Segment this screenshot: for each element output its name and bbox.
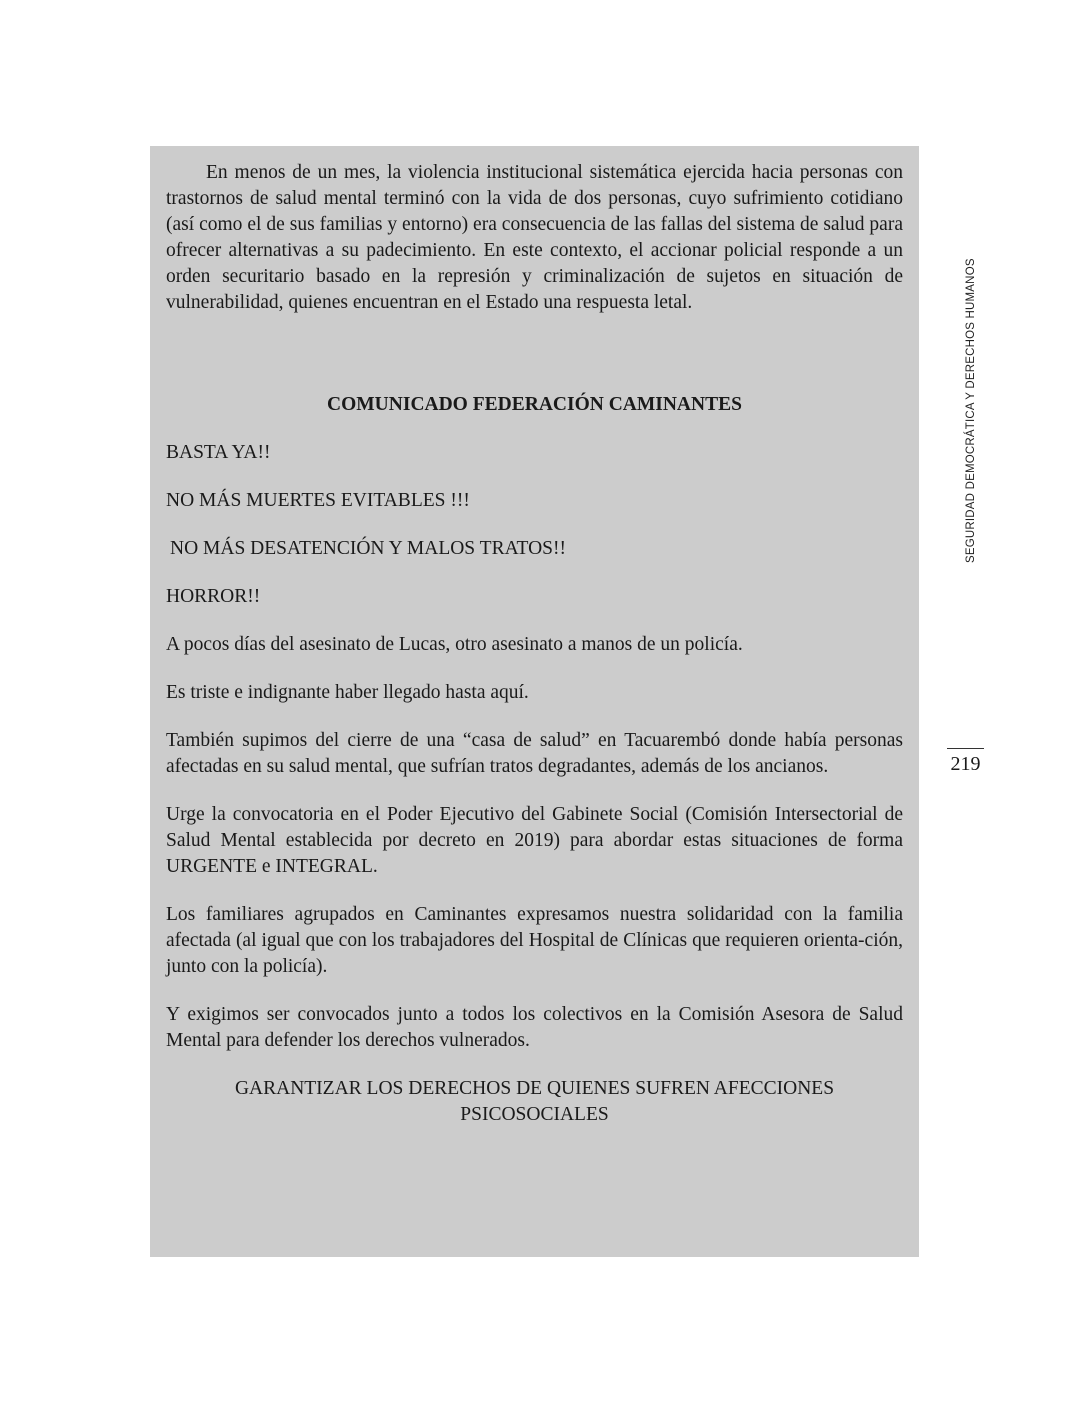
shout-basta-ya: BASTA YA!! [166, 442, 271, 463]
communique-heading: COMUNICADO FEDERACIÓN CAMINANTES [327, 394, 742, 415]
communique-paragraph-6: Y exigimos ser convocados junto a todos los colectivos en la Comisión Asesora de Salud Mental para defender los derechos vulnerados. [166, 1004, 903, 1051]
communique-paragraph-4: Urge la convocatoria en el Poder Ejecutivo del Gabinete Social (Comisión Intersectorial de Salud Mental establecida por decreto en 2019) para abordar estas situaciones de forma URGENTE e INTEGRAL. [166, 804, 903, 877]
shout-no-mas-muertes: NO MÁS MUERTES EVITABLES !!! [166, 490, 470, 511]
communique-paragraph-1: A pocos días del asesinato de Lucas, otro asesinato a manos de un policía. [166, 634, 743, 655]
communique-paragraph-3: También supimos del cierre de una “casa de salud” en Tacuarembó donde había personas afectadas en su salud mental, que sufrían tratos degradantes, además de los ancianos. [166, 730, 903, 777]
intro-paragraph: En menos de un mes, la violencia institucional sistemática ejercida hacia personas con trastornos de salud mental terminó con la vida de dos personas, cuyo sufrimiento cotidiano (así como el de sus familias y entorno) era consecuencia de las fallas del sistema de salud para ofrecer alternativas a su padecimiento. En este contexto, el accionar policial responde a un orden securitario basado en la represión y criminalización de sujetos en situación de vulnerabilidad, quienes encuentran en el Estado una respuesta letal. [166, 162, 903, 313]
communique-paragraph-5: Los familiares agrupados en Caminantes expresamos nuestra solidaridad con la familia afectada (al igual que con los trabajadores del Hospital de Clínicas que requieren orienta-ción, junto con la policía). [166, 904, 903, 977]
running-section-title: SEGURIDAD DEMOCRÁTICA Y DERECHOS HUMANOS [965, 258, 977, 563]
page-number: 219 [947, 748, 984, 777]
boxed-section-content [166, 160, 903, 1128]
communique-paragraph-2: Es triste e indignante haber llegado hasta aquí. [166, 682, 529, 703]
communique-closing: GARANTIZAR LOS DERECHOS DE QUIENES SUFREN AFECCIONES PSICOSOCIALES [234, 1078, 835, 1125]
shout-no-mas-desatencion: NO MÁS DESATENCIÓN Y MALOS TRATOS!! [170, 538, 566, 559]
shout-horror: HORROR!! [166, 586, 261, 607]
